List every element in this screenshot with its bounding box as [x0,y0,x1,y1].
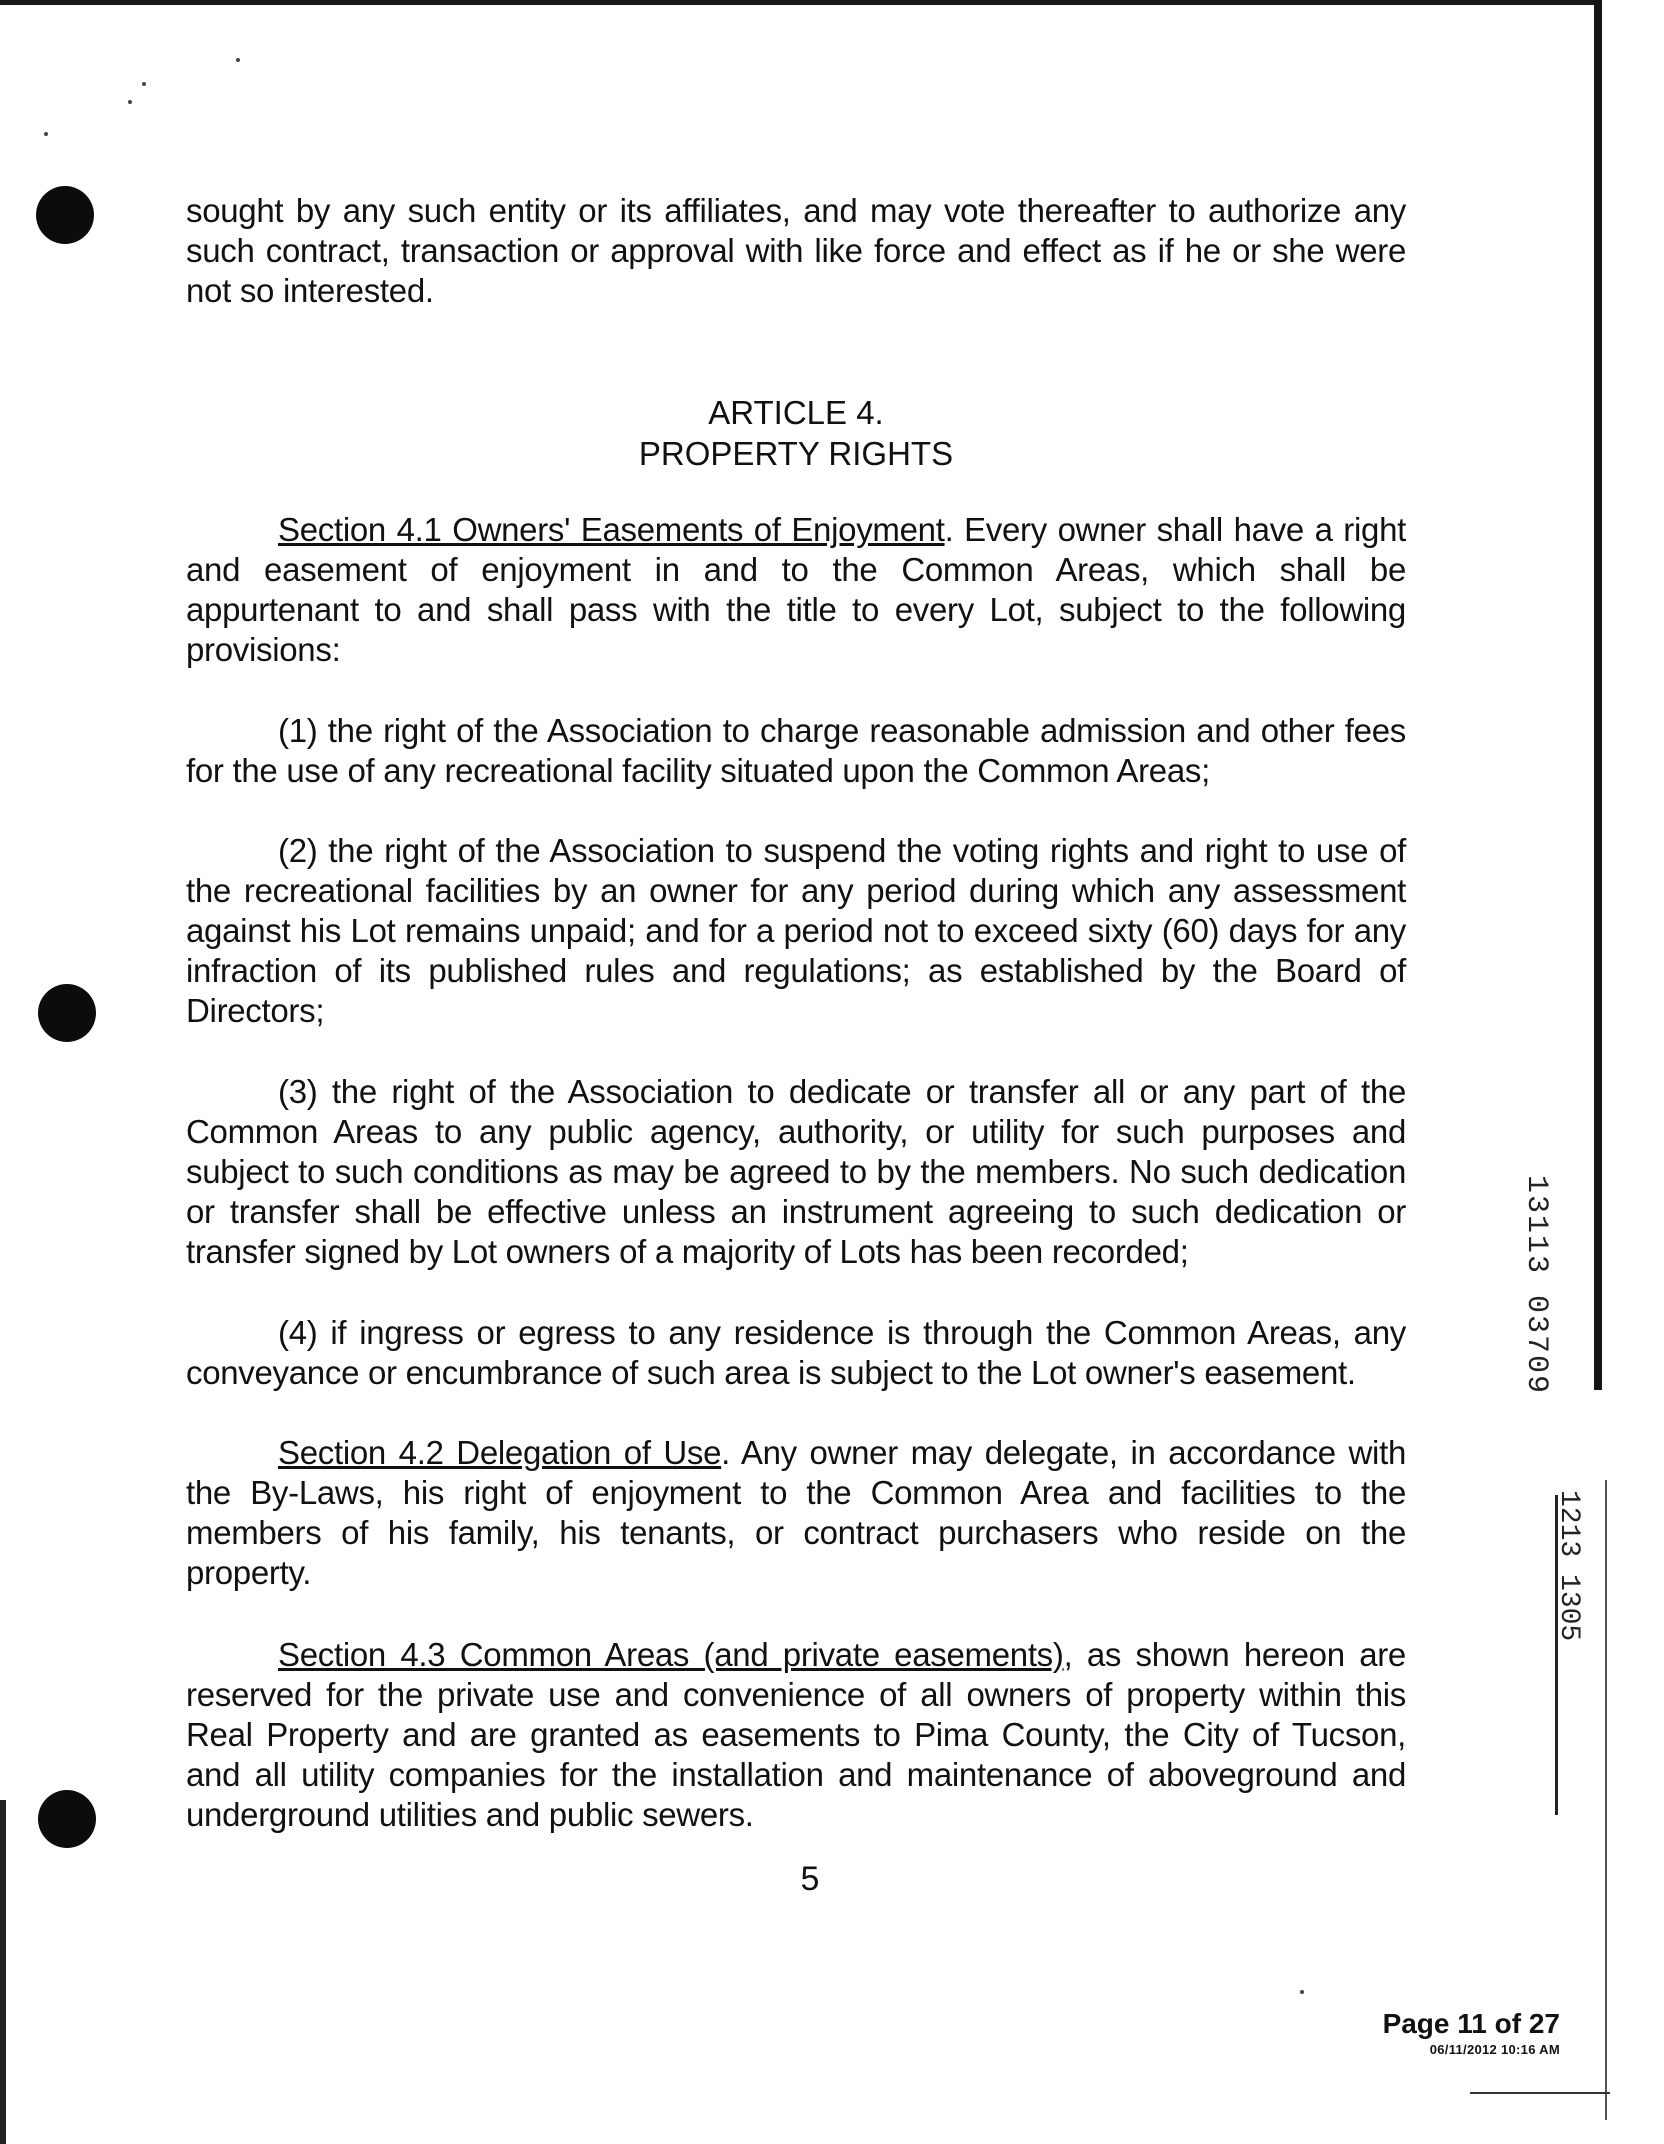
punch-hole-middle [38,984,96,1042]
scan-edge-right-lower [1605,1480,1607,2120]
section-4-1-heading: Section 4.1 Owners' Easements of Enjoyment [278,511,945,548]
punch-hole-bottom [38,1790,96,1848]
footer-timestamp: 06/11/2012 10:16 AM [1429,2042,1560,2057]
scan-speck [142,82,146,86]
opening-paragraph-text: sought by any such entity or its affiliates, and may vote thereafter to authorize any such contract, transaction or approval with like force and effect as if he or she were not so interested. [186,192,1406,309]
scan-speck [44,132,48,136]
provision-3 [186,1072,1406,1272]
provision-1-text: (1) the right of the Association to charge reasonable admission and other fees for the use of any recreational facility situated upon the Common Areas; [186,712,1406,789]
article-title: PROPERTY RIGHTS [638,435,954,472]
article-heading [186,392,1406,474]
provision-1 [186,711,1406,791]
scan-edge-top [0,0,1600,5]
scan-edge-left [0,1800,6,2144]
punch-hole-top [36,186,94,244]
section-4-2 [186,1433,1406,1593]
section-4-1-text: . Every owner shall have a right and easement of enjoyment in and to the Common Areas, which shall be appurtenant to and shall pass with the title to every Lot, subject to the following provisions: [186,511,1406,668]
footer-page-label: Page 11 of 27 [1382,2008,1560,2039]
scan-speck [236,58,240,62]
provision-2 [186,831,1406,1031]
footer-rule [1470,2092,1610,2094]
section-4-3-paragraph [186,1635,1406,1835]
section-4-1-paragraph [186,510,1406,670]
scan-edge-right [1594,0,1602,1390]
section-4-2-paragraph [186,1433,1406,1593]
scan-speck [1300,1990,1304,1994]
article-number: ARTICLE 4. [708,394,884,431]
provision-4-text: (4) if ingress or egress to any residence is through the Common Areas, any conveyance or encumbrance of such area is subject to the Lot owner's easement. [186,1314,1406,1391]
opening-paragraph [186,191,1406,311]
recording-number-stamp: 13113 03709 [1519,1175,1553,1396]
section-4-3-text: , as shown hereon are reserved for the private use and convenience of all owners of property within this Real Property and are granted as easements to Pima County, the City of Tucson, and all utility companies for the installation and maintenance of aboveground and underground utilities and public sewers. [186,1636,1406,1833]
scan-speck [128,100,132,104]
provision-4 [186,1313,1406,1393]
page-number: 5 [800,1860,820,1898]
section-4-2-text: . Any owner may delegate, in accordance with the By-Laws, his right of enjoyment to the Common Area and facilities to the members of his family, his tenants, or contract purchasers who reside on the property. [186,1434,1407,1591]
section-4-2-heading: Section 4.2 Delegation of Use [278,1434,722,1471]
section-4-1 [186,510,1406,670]
section-4-3 [186,1635,1406,1835]
provision-3-text: (3) the right of the Association to dedicate or transfer all or any part of the Common Areas to any public agency, authority, or utility for such purposes and subject to such conditions as may be agreed to by the members. No such dedication or transfer shall be effective unless an instrument agreeing to such dedication or transfer signed by Lot owners of a majority of Lots has been recorded; [186,1073,1406,1270]
margin-stamp-secondary: 1213 1305 [1553,1490,1584,1642]
section-4-3-heading: Section 4.3 Common Areas (and private easements) [278,1636,1064,1673]
provision-2-text: (2) the right of the Association to suspend the voting rights and right to use of the recreational facilities by an owner for any period during which any assessment against his Lot remains unpaid; and for a period not to exceed sixty (60) days for any infraction of its published rules and regulations; as established by the Board of Directors; [186,832,1406,1029]
